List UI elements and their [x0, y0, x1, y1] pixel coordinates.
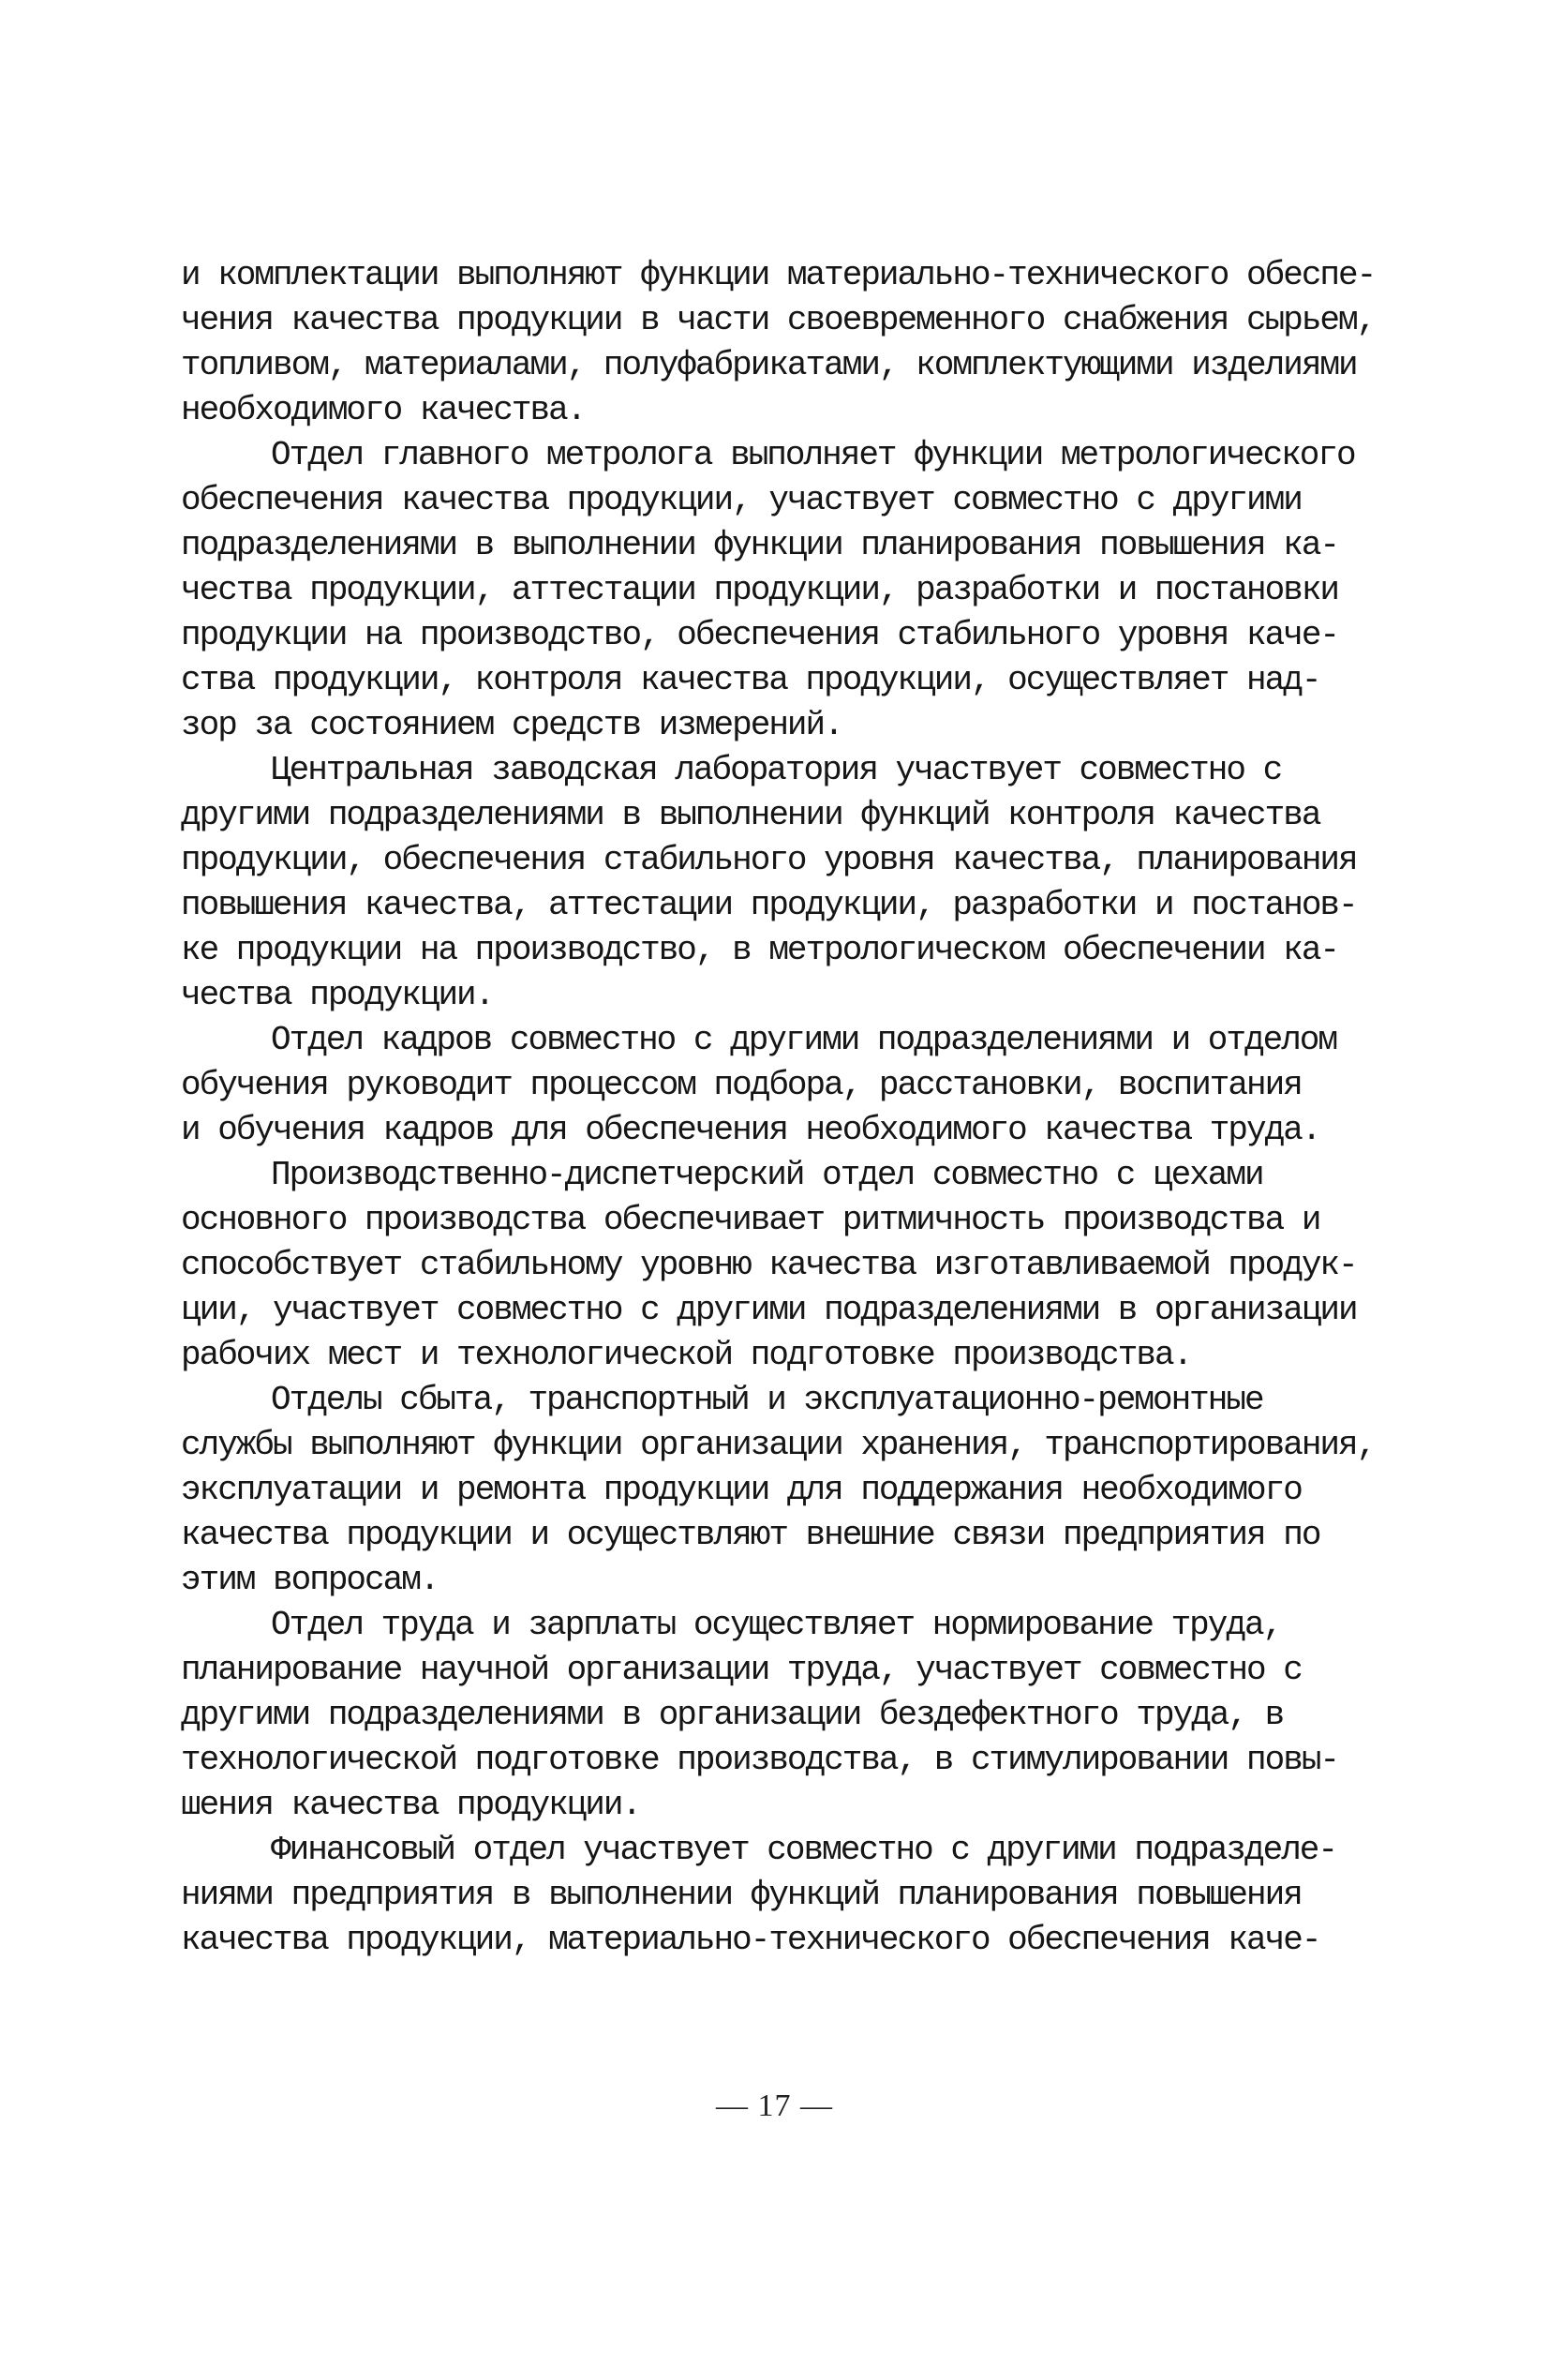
text-line: качества продукции, материально-технического обеспечения каче-	[181, 1921, 1320, 1959]
text-line: шения качества продукции.	[181, 1786, 641, 1824]
text-line: качества продукции и осуществляют внешние связи предприятия по	[181, 1516, 1320, 1554]
text-line: ниями предприятия в выполнении функций планирования повышения	[181, 1876, 1302, 1914]
text-line: чества продукции.	[181, 976, 494, 1014]
text-line: Отдел кадров совместно с другими подразделениями и отделом	[271, 1021, 1337, 1059]
text-line: службы выполняют функции организации хранения, транспортирования,	[181, 1426, 1376, 1464]
text-line: чения качества продукции в части своевременного снабжения сырьем,	[181, 301, 1376, 339]
text-line: Отделы сбыта, транспортный и эксплуатационно-ремонтные	[271, 1381, 1263, 1419]
text-line: Отдел главного метролога выполняет функции метрологического	[271, 436, 1355, 474]
text-line: необходимого качества.	[181, 391, 586, 429]
text-line: повышения качества, аттестации продукции, разработки и постанов-	[181, 886, 1357, 924]
text-line: другими подразделениями в организации бездефектного труда, в	[181, 1696, 1284, 1734]
text-line: обучения руководит процессом подбора, расстановки, воспитания	[181, 1066, 1302, 1104]
text-line: планирование научной организации труда, участвует совместно с	[181, 1651, 1302, 1689]
text-line: Центральная заводская лаборатория участвует совместно с	[271, 751, 1282, 789]
text-line: и комплектации выполняют функции материально-технического обеспе-	[181, 256, 1376, 294]
text-line: рабочих мест и технологической подготовке производства.	[181, 1336, 1192, 1374]
text-line: основного производства обеспечивает ритмичность производства и	[181, 1201, 1320, 1239]
text-line: обеспечения качества продукции, участвует совместно с другими	[181, 481, 1302, 519]
text-line: ции, участвует совместно с другими подразделениями в организации	[181, 1291, 1357, 1329]
text-line: и обучения кадров для обеспечения необходимого качества труда.	[181, 1111, 1320, 1149]
text-line: этим вопросам.	[181, 1561, 439, 1599]
text-line: другими подразделениями в выполнении функций контроля качества	[181, 796, 1320, 834]
text-line: чества продукции, аттестации продукции, разработки и постановки	[181, 571, 1339, 609]
text-line: Производственно-диспетчерский отдел совместно с цехами	[271, 1156, 1263, 1194]
text-line: ства продукции, контроля качества продукции, осуществляет над-	[181, 661, 1320, 699]
text-line: ке продукции на производство, в метрологическом обеспечении ка-	[181, 931, 1339, 969]
text-line: продукции, обеспечения стабильного уровня качества, планирования	[181, 841, 1357, 879]
text-line: способствует стабильному уровню качества изготавливаемой продук-	[181, 1246, 1357, 1284]
text-line: Отдел труда и зарплаты осуществляет нормирование труда,	[271, 1606, 1282, 1644]
text-line: технологической подготовке производства, в стимулировании повы-	[181, 1741, 1339, 1779]
page-number: — 17 —	[716, 2088, 833, 2123]
text-line: продукции на производство, обеспечения стабильного уровня каче-	[181, 616, 1339, 654]
text-line: эксплуатации и ремонта продукции для поддержания необходимого	[181, 1471, 1302, 1509]
text-line: зор за состоянием средств измерений.	[181, 706, 842, 744]
text-line: Финансовый отдел участвует совместно с другими подразделе-	[271, 1831, 1337, 1869]
text-line: подразделениями в выполнении функции планирования повышения ка-	[181, 526, 1339, 564]
text-line: топливом, материалами, полуфабрикатами, комплектующими изделиями	[181, 346, 1357, 384]
